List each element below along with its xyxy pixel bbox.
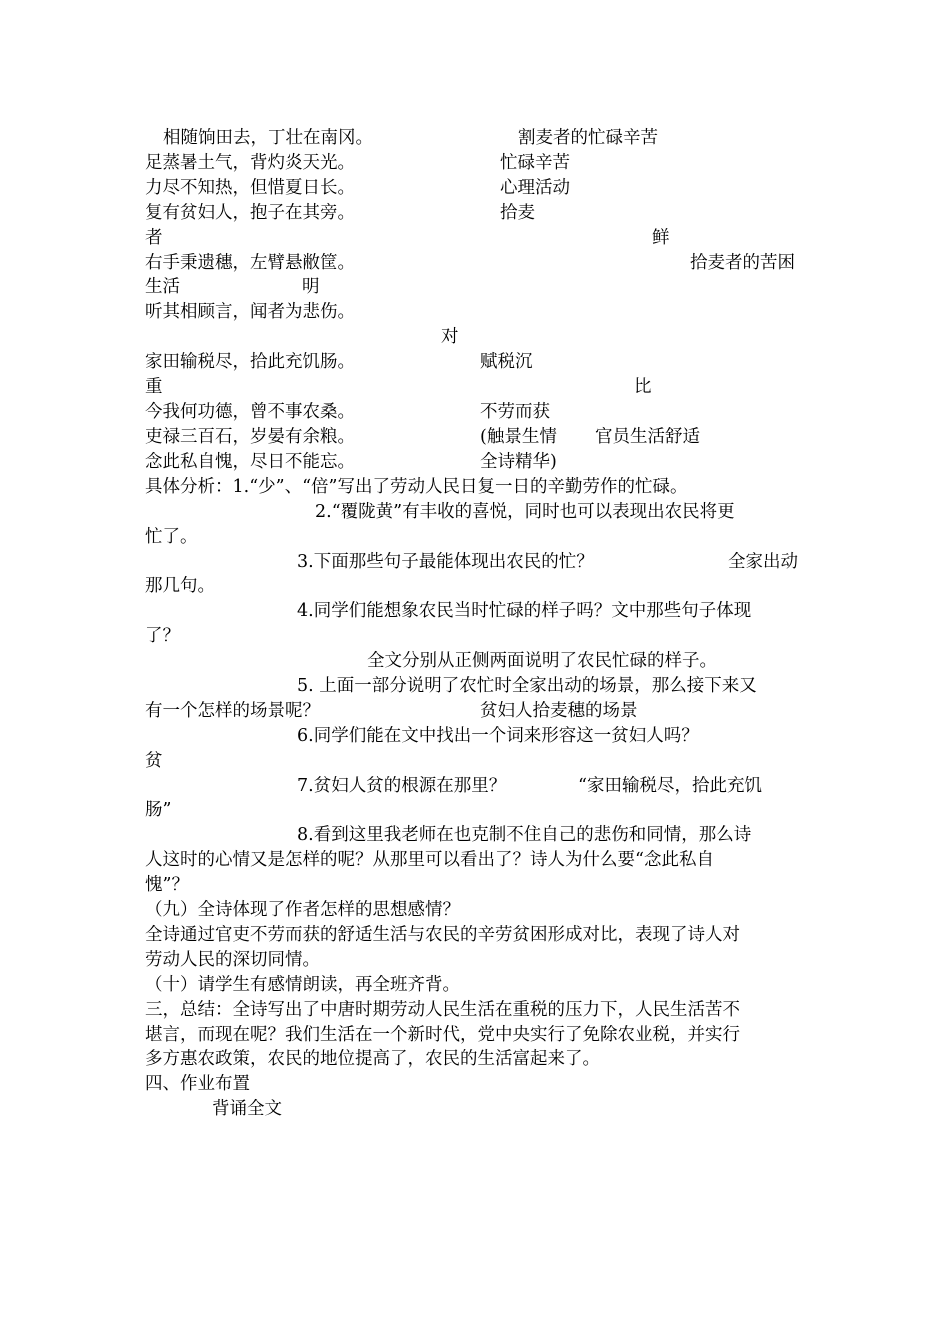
homework-heading: 四、作业布置 — [145, 1074, 250, 1094]
poem-line-7: 家田输税尽，拾此充饥肠。 — [145, 352, 355, 372]
homework-text: 背诵全文 — [212, 1099, 282, 1119]
analysis-q5-line2: 有一个怎样的场景呢？ — [145, 701, 320, 721]
analysis-q6-answer: 贫 — [145, 751, 163, 771]
poem-line-8: 今我何功德，曾不事农桑。 — [145, 402, 355, 422]
summary-line-1: 三，总结：全诗写出了中唐时期劳动人民生活在重税的压力下，人民生活苦不 — [145, 1000, 740, 1020]
summary-line-3: 多方惠农政策，农民的地位提高了，农民的生活富起来了。 — [145, 1049, 600, 1069]
analysis-q8-line1: 8.看到这里我老师在也克制不住自己的悲伤和同情，那么诗 — [297, 825, 752, 845]
analysis-q5-line1: 5. 上面一部分说明了农忙时全家出动的场景，那么接下来又 — [297, 676, 757, 696]
annotation-guanyuan: 官员生活舒适 — [595, 427, 700, 447]
annotation-xian: 鲜 — [652, 228, 670, 248]
poem-wrap-zhe: 者 — [145, 228, 163, 248]
analysis-q2-line2: 忙了。 — [145, 527, 198, 547]
poem-line-6: 听其相顾言，闻者为悲伤。 — [145, 302, 355, 322]
annotation-bulao: 不劳而获 — [480, 402, 550, 422]
analysis-q3: 3.下面那些句子最能体现出农民的忙？ — [297, 552, 594, 572]
analysis-q8-line3: 愧”？ — [145, 875, 189, 895]
analysis-q4-answer: 全文分别从正侧两面说明了农民忙碌的样子。 — [367, 651, 717, 671]
poem-line-2: 足蒸暑土气，背灼炎天光。 — [145, 153, 355, 173]
poem-wrap-shenghuo: 生活 — [145, 277, 180, 297]
analysis-q5-answer: 贫妇人拾麦穗的场景 — [480, 701, 638, 721]
analysis-q7-answer-1: “家田输税尽，拾此充饥 — [578, 776, 762, 796]
annotation-fushui: 赋税沉 — [480, 352, 533, 372]
annotation-jinghua: 全诗精华) — [480, 452, 557, 472]
analysis-q4-line1: 4.同学们能想象农民当时忙碌的样子吗？文中那些句子体现 — [297, 601, 752, 621]
summary-line-2: 堪言，而现在呢？我们生活在一个新时代，党中央实行了免除农业税，并实行 — [145, 1025, 740, 1045]
annotation-ming: 明 — [302, 277, 320, 297]
poem-wrap-zhong: 重 — [145, 377, 163, 397]
poem-line-10: 念此私自愧，尽日不能忘。 — [145, 452, 355, 472]
annotation-manglu: 忙碌辛苦 — [500, 153, 570, 173]
poem-line-3: 力尽不知热，但惜夏日长。 — [145, 178, 355, 198]
annotation-gemai-title: 割麦者的忙碌辛苦 — [518, 128, 658, 148]
section-9-text-1: 全诗通过官吏不劳而获的舒适生活与农民的辛劳贫困形成对比，表现了诗人对 — [145, 925, 740, 945]
analysis-q3-answer-1: 全家出动 — [728, 552, 798, 572]
annotation-dui: 对 — [441, 327, 459, 347]
analysis-q8-line2: 人这时的心情又是怎样的呢？从那里可以看出了？诗人为什么要“念此私自 — [145, 850, 714, 870]
poem-line-1: 相随饷田去，丁壮在南冈。 — [163, 128, 373, 148]
analysis-q3-answer-2: 那几句。 — [145, 576, 215, 596]
analysis-q4-line2: 了？ — [145, 626, 180, 646]
analysis-q7: 7.贫妇人贫的根源在那里？ — [297, 776, 507, 796]
annotation-xinli: 心理活动 — [500, 178, 570, 198]
annotation-shimai-kunku: 拾麦者的苦困 — [690, 253, 795, 273]
poem-line-4: 复有贫妇人，抱子在其旁。 — [145, 203, 355, 223]
section-10-heading: （十）请学生有感情朗读，再全班齐背。 — [145, 975, 460, 995]
analysis-q2-line1: 2.“覆陇黄”有丰收的喜悦，同时也可以表现出农民将更 — [315, 502, 735, 522]
annotation-bi: 比 — [634, 377, 652, 397]
poem-line-5: 右手秉遗穗，左臂悬敝筐。 — [145, 253, 355, 273]
analysis-q1: 具体分析：1.“少”、“倍”写出了劳动人民日复一日的辛勤劳作的忙碌。 — [145, 477, 688, 497]
annotation-shimai: 拾麦 — [500, 203, 535, 223]
section-9-heading: （九）全诗体现了作者怎样的思想感情？ — [145, 900, 460, 920]
analysis-q6: 6.同学们能在文中找出一个词来形容这一贫妇人吗？ — [297, 726, 699, 746]
annotation-chujing: (触景生情 — [480, 427, 557, 447]
analysis-q7-answer-2: 肠” — [145, 800, 172, 820]
poem-line-9: 吏禄三百石，岁晏有余粮。 — [145, 427, 355, 447]
section-9-text-2: 劳动人民的深切同情。 — [145, 950, 320, 970]
